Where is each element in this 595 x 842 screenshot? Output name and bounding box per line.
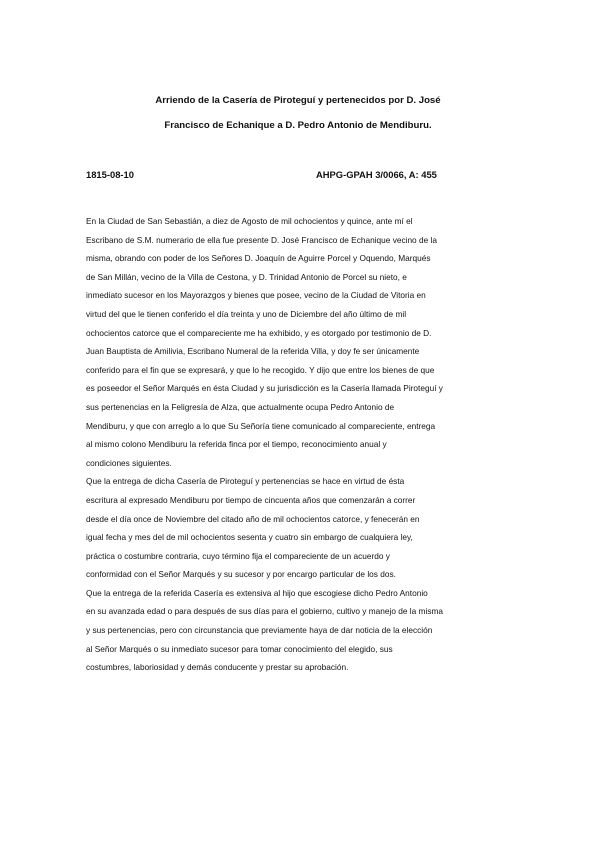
document-title-line-2: Francisco de Echanique a D. Pedro Antonio de Mendiburu. xyxy=(164,120,432,131)
body-line: sus pertenencias en la Feligresía de Alza, que actualmente ocupa Pedro Antonio de xyxy=(86,401,395,412)
body-line: práctica o costumbre contraria, cuyo término fija el compareciente de un acuerdo y xyxy=(86,550,390,561)
body-line: En la Ciudad de San Sebastián, a diez de Agosto de mil ochocientos y quince, ante mí el xyxy=(86,216,413,226)
document-body xyxy=(86,212,516,677)
body-line: Mendiburu, y que con arreglo a lo que Su Señoría tiene comunicado al compareciente, entrega xyxy=(86,420,436,431)
body-line: de San Millán, vecino de la Villa de Cestona, y D. Trinidad Antonio de Porcel su nieto, e xyxy=(86,271,407,282)
body-line: al Señor Marqués o su inmediato sucesor para tomar conocimiento del elegido, sus xyxy=(86,643,393,654)
body-line: igual fecha y mes del de mil ochocientos sesenta y cuatro sin embargo de cualquiera ley, xyxy=(86,532,413,543)
body-line: misma, obrando con poder de los Señores D. Joaquín de Aguirre Porcel y Oquendo, Marqués xyxy=(86,253,431,264)
archive-reference: AHPG-GPAH 3/0066, A: 455 xyxy=(316,169,437,180)
body-line: conformidad con el Señor Marqués y su sucesor y por encargo particular de los dos. xyxy=(86,569,396,580)
body-line: conferido para el fin que se expresará, y que lo he recogido. Y dijo que entre los bienes de que xyxy=(86,364,435,375)
body-line: al mismo colono Mendiburu la referida finca por el tiempo, reconocimiento anual y xyxy=(86,439,387,450)
body-line: Que la entrega de la referida Casería es extensiva al hijo que escogiese dicho Pedro Antonio xyxy=(86,587,428,598)
body-line: condiciones siguientes. xyxy=(86,457,172,468)
body-line: virtud del que le tienen conferido el día treinta y uno de Diciembre del año último de mil xyxy=(86,308,407,319)
document-date: 1815-08-10 xyxy=(86,169,134,180)
document-title-line-1: Arriendo de la Casería de Piroteguí y pertenecidos por D. José xyxy=(155,95,441,106)
body-line: escritura al expresado Mendiburu por tiempo de cincuenta años que comenzarán a correr xyxy=(86,494,416,505)
body-line: Escribano de S.M. numerario de ella fue presente D. José Francisco de Echanique vecino de la xyxy=(86,234,437,245)
body-line: es poseedor el Señor Marqués en ésta Ciudad y su jurisdicción es la Casería llamada Piroteguí y xyxy=(86,383,443,394)
body-line: en su avanzada edad o para después de sus días para el gobierno, cultivo y manejo de la misma xyxy=(86,606,443,617)
body-line: Que la entrega de dicha Casería de Piroteguí y pertenencias se hace en virtud de ésta xyxy=(86,476,405,487)
body-line: desde el día once de Noviembre del citado año de mil ochocientos catorce, y fenecerán en xyxy=(86,513,420,524)
body-line: ochocientos catorce que el compareciente me ha exhibido, y es otorgado por testimonio de D. xyxy=(86,327,432,338)
body-line: y sus pertenencias, pero con circunstancia que previamente haya de dar noticia de la elección xyxy=(86,625,433,636)
body-line: costumbres, laboriosidad y demás conducente y prestar su aprobación. xyxy=(86,662,349,673)
body-line: Juan Bauptista de Amilivia, Escribano Numeral de la referida Villa, y doy fe ser únicamente xyxy=(86,346,420,357)
body-line: inmediato sucesor en los Mayorazgos y bienes que posee, vecino de la Ciudad de Vitoria en xyxy=(86,290,426,301)
